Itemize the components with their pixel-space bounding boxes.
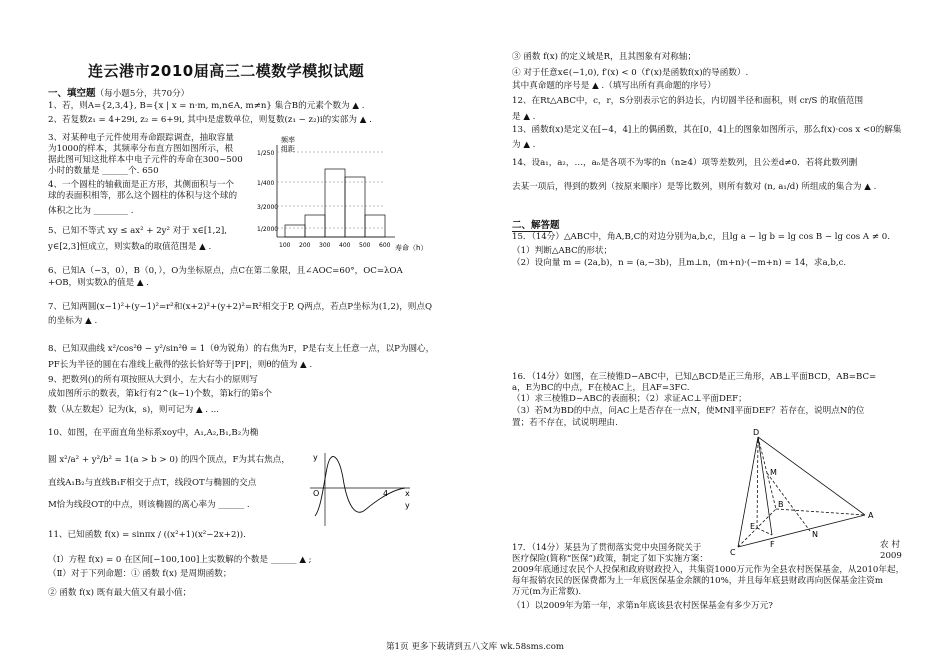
left-line: 圆 x²/a² + y²/b² = 1(a > b > 0) 的四个顶点，F为其右焦点，	[48, 455, 290, 465]
section-note: （每小题5分，共70分）	[95, 89, 190, 99]
left-line: 11、已知函数 f(x) = sinπx / ((x²+1)(x²−2x+2)).	[48, 530, 246, 540]
page-footer: 第1页 更多下载请到五八文库 wk.58sms.com	[385, 642, 565, 652]
right-line: 16．（14分）如图，在三棱锥D−ABC中，已知△BCD是正三角形，AB⊥平面BCD，AB=BC=	[512, 372, 877, 382]
right-line: 医疗保险(简称“医保”)政策，制定了如下实施方案：	[512, 554, 708, 564]
right-line: 14、设a₁，a₂，…，aₙ是各项不为零的n（n≥4）项等差数列，且公差d≠0．若将此数列删	[512, 158, 858, 168]
left-line: （Ⅰ）方程 f(x) = 0 在区间[−100,100]上实数解的个数是 ______ ▲ ;	[48, 555, 312, 565]
frequency-histogram	[255, 133, 428, 253]
right-line: 12、在Rt△ABC中，c，r，S分别表示它的斜边长，内切圆半径和面积，则 cr/S 的取值范围	[512, 96, 864, 106]
hist-ylabel-top: 频率	[281, 136, 295, 144]
right-line: （1）判断△ABC的形状；	[512, 246, 613, 256]
left-line: 3、对某种电子元件使用寿命跟踪调查，抽取容量	[48, 133, 234, 143]
right-line: 万元(m为正常数).	[512, 587, 582, 597]
left-line: 2、若复数z₁ = 4+29i, z₂ = 6+9i, 其中i是虚数单位，则复数(z₁ − z₂)i的实部为 ▲ .	[48, 115, 372, 125]
q17-side-2: 2009	[880, 551, 902, 561]
hist-x-tick: 600	[379, 242, 391, 249]
section-heading: 一、填空题	[48, 88, 96, 99]
left-line: 数（从左数起）记为(k，s)，则可记为 ▲ . ...	[48, 405, 219, 415]
q17-side-1: 农 村	[880, 540, 900, 550]
left-line: ② 函数 f(x) 既有最大值又有最小值；	[48, 588, 192, 598]
left-line: 成如图所示的数表，第k行有2^(k−1)个数，第k行的第s个	[48, 389, 272, 399]
hist-y-tick: 3/2000	[257, 204, 279, 211]
right-line: （1）求三棱锥D−ABC的表面积；（2）求证AC⊥平面DEF；	[512, 394, 747, 404]
left-line: （Ⅱ）对于下列命题：① 函数 f(x) 是周期函数；	[48, 569, 232, 579]
label-M: M	[770, 468, 777, 477]
left-line: +OB，则实数λ的值是 ▲ .	[48, 278, 149, 288]
left-line: 为1000的样本，其频率分布直方图如图所示，根	[48, 144, 234, 154]
hist-x-tick: 300	[319, 242, 331, 249]
curve-four-label: 4	[383, 489, 389, 498]
curve-path	[315, 457, 405, 516]
right-line: 置；若不存在，试说明理由.	[512, 418, 618, 428]
right-line: 17．（14分）某县为了贯彻落实党中央国务院关于	[512, 543, 702, 553]
right-line: （3）若M为BD的中点，问AC上是否存在一点N，使MN∥平面DEF？若存在，说明点N的位	[512, 406, 865, 416]
section-fill-blank	[48, 88, 189, 100]
hist-x-tick: 100	[279, 242, 291, 249]
page-title: 连云港市2010届高三二模数学模拟试题	[88, 62, 365, 80]
right-line: 是 ▲ .	[512, 112, 536, 122]
hist-bar	[305, 215, 325, 237]
left-line: 据此图可知这批样本中电子元件的寿命在300~500	[48, 155, 243, 165]
label-D: D	[753, 428, 760, 437]
hist-y-tick: 1/250	[257, 150, 275, 157]
right-line: ④ 对于任意x∈(−1,0), f′(x) < 0（f′(x)是函数f(x)的导函数）.	[512, 68, 749, 78]
left-line: 7、已知两圆(x−1)²+(y−1)²=r²和(x+2)²+(y+2)²=R²相交于P, Q两点，若点P坐标为(1,2)，则点Q	[48, 302, 433, 312]
left-line: y∈[2,3]恒成立，则实数a的取值范围是 ▲ .	[48, 242, 212, 252]
right-line: a，E为BC的中点，F在棱AC上，且AF=3FC.	[512, 383, 690, 393]
left-line: M恰为线段OT的中点，则该椭圆的离心率为 ______ .	[48, 500, 250, 510]
label-F: F	[770, 540, 775, 549]
left-line: 的坐标为 ▲ .	[48, 316, 98, 326]
hist-x-tick: 400	[339, 242, 351, 249]
left-line: 4、一个圆柱的轴截面是正方形，其侧面积与一个	[48, 180, 234, 190]
hist-bar	[365, 215, 385, 237]
right-line: （2）设向量 m = (2a,b)，n = (a,−3b)，且m⊥n，(m+n)·(−m+n) = 14，求a,b,c.	[512, 258, 847, 268]
hist-x-tick: 200	[299, 242, 311, 249]
left-line: 10、如图，在平面直角坐标系xoy中，A₁,A₂,B₁,B₂为椭	[48, 428, 259, 438]
hist-x-tick: 500	[359, 242, 371, 249]
right-line: 13、函数f(x)是定义在[−4，4]上的偶函数，其在[0，4]上的图象如图所示，那么f(x)·cos x <0的解集	[512, 125, 902, 135]
curve-origin-label: O	[313, 489, 320, 498]
right-line: 2009年底通过农民个人投保和政府财政投入，共集资1000万元作为全县农村医保基金，从2010年起，	[512, 565, 905, 575]
left-line: 小时的数量是 ______个. 650	[48, 166, 159, 176]
left-line: 球的表面积相等，那么这个圆柱的体积与这个球的	[48, 191, 238, 201]
hist-y-tick: 1/400	[257, 180, 275, 187]
hist-ylabel-bottom: 组距	[281, 145, 295, 153]
right-line: 15．（14分）△ABC中，角A,B,C的对边分别为a,b,c，且lg a − lg b = lg cos B − lg cos A ≠ 0.	[512, 232, 890, 242]
section-underline	[512, 231, 552, 232]
label-C: C	[730, 548, 736, 557]
curve-y-label: y	[313, 453, 318, 462]
left-line: 直线A₁B₂与直线B₁F相交于点T，线段OT与椭圆的交点	[48, 478, 257, 488]
left-line: 体积之比为 ________ .	[48, 206, 134, 216]
hist-y-tick: 1/2000	[257, 226, 279, 233]
right-line: （1）以2009年为第一年，求第n年底该县农村医保基金有多少万元?	[512, 601, 773, 611]
left-line: PF长为半径的圆在右准线上截得的弦长恰好等于|PF|，则θ的值为 ▲ .	[48, 360, 313, 370]
left-line: 9、把数列()的所有项按照从大到小，左大右小的原则写	[48, 375, 258, 385]
label-N: N	[812, 530, 818, 539]
hist-xlabel: 寿命（h）	[395, 244, 428, 252]
label-E: E	[750, 522, 756, 531]
section-heading-2: 二、解答题	[512, 220, 560, 231]
label-A: A	[868, 511, 874, 520]
curve-y2-label: y	[405, 501, 410, 510]
left-line: 8、已知双曲线 x²/cos²θ − y²/sin²θ = 1（θ为锐角）的右焦为F，P是右支上任意一点，以P为圆心，	[48, 344, 435, 354]
right-line: 其中真命题的序号是 ▲ .（填写出所有真命题的序号）	[512, 81, 716, 91]
pyramid-figure	[720, 425, 890, 560]
hist-bar	[325, 169, 345, 237]
right-line: 为 ▲ .	[512, 140, 536, 150]
left-line: 5、已知不等式 xy ≤ ax² + 2y² 对于 x∈[1,2],	[48, 226, 227, 236]
label-B: B	[778, 500, 784, 509]
sine-curve-figure	[305, 448, 415, 528]
right-line: ③ 函数 f(x) 的定义域是R，且其图象有对称轴；	[512, 52, 697, 62]
curve-x-label: x	[405, 489, 410, 498]
right-line: 去某一项后，得到的数列（按原来顺序）是等比数列，则所有数对 (n, a₁/d) 所组成的集合为 ▲ .	[512, 182, 877, 192]
left-line: 1、若，则A={2,3,4}, B={x | x = n·m, m,n∈A, m≠n} 集合B的元素个数为 ▲ .	[48, 101, 365, 111]
left-line: 6、已知A（−3，0），B（0，），O为坐标原点，点C在第二象限，且∠AOC=60°，OC=λOA	[48, 266, 403, 276]
right-line: 每年报销农民的医保费都为上一年底医保基金余额的10%，并且每年底县财政再向医保基金注资m	[512, 576, 884, 586]
hist-bar	[285, 225, 305, 237]
